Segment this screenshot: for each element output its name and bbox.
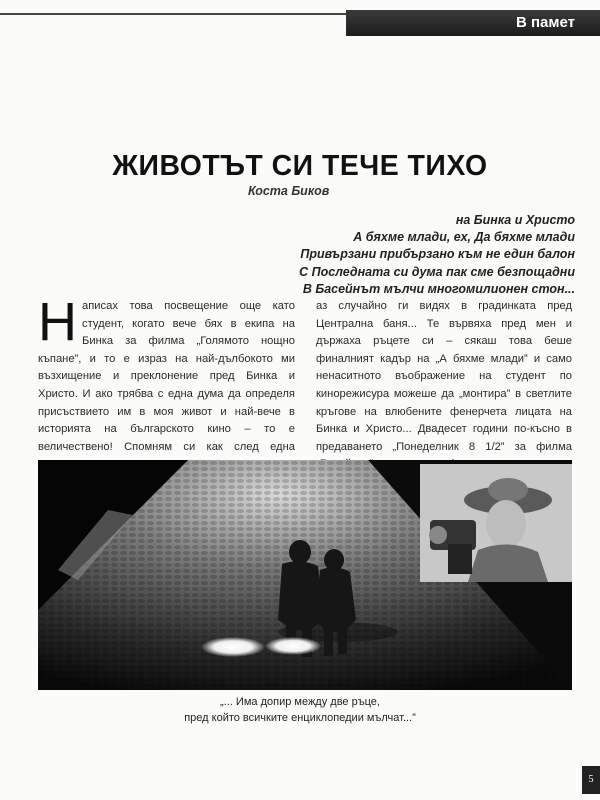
article-author: Коста Биков [248,184,330,198]
body-text-left: аписах това посвещение още като студент, когато вече бях в екипа на Бинка за филма „Голямото нощно къпане”, и то е израз на най-дълбокото ми възхищение и преклонение пред Бинка и Христо. И ако трябва с една дума да определя присъствието им в моя живот и най-вече в историята на българското кино – то е величествено! Спомням си как след една [38,300,295,453]
inset-portrait [420,464,572,582]
poem-line: В Басейнът мълчи многомилионен стон... [302,281,575,296]
article-title: ЖИВОТЪТ СИ ТЕЧЕ ТИХО [112,150,488,182]
article-photo [38,460,572,690]
epigraph-poem [299,212,575,298]
body-text-right: аз случайно ги видях в градинката пред Централна баня... Те вървяха пред мен и държаха ръцете си – сякаш това беше финалният кадър на „А бяхме млади” и само ненаситното въображение на студент по кинорежисура можеше да „монтира” в светлите кръгове на влюбените фенерчета лицата на Бинка и Христо... Двадесет години по-късно в предаването „Понеделник 8 1/2” за филма [316,300,572,453]
night-couple-photo [38,460,572,690]
drop-cap: Н [38,292,77,352]
poem-line: Привързани прибързано към не един балон [300,247,575,262]
header-bar [0,10,600,36]
poem-line: С Последната си дума пак сме безпощадни [299,264,575,279]
section-label: В памет [346,10,600,36]
page-number: 5 [582,766,600,794]
caption-line: „... Има допир между две ръце, [220,696,380,708]
poem-line: А бяхме млади, ех, Да бяхме млади [353,230,575,245]
photo-caption [0,694,600,726]
caption-line: пред който всичките енциклопедии мълчат...” [184,712,416,724]
poem-line: на Бинка и Христо [455,213,575,227]
